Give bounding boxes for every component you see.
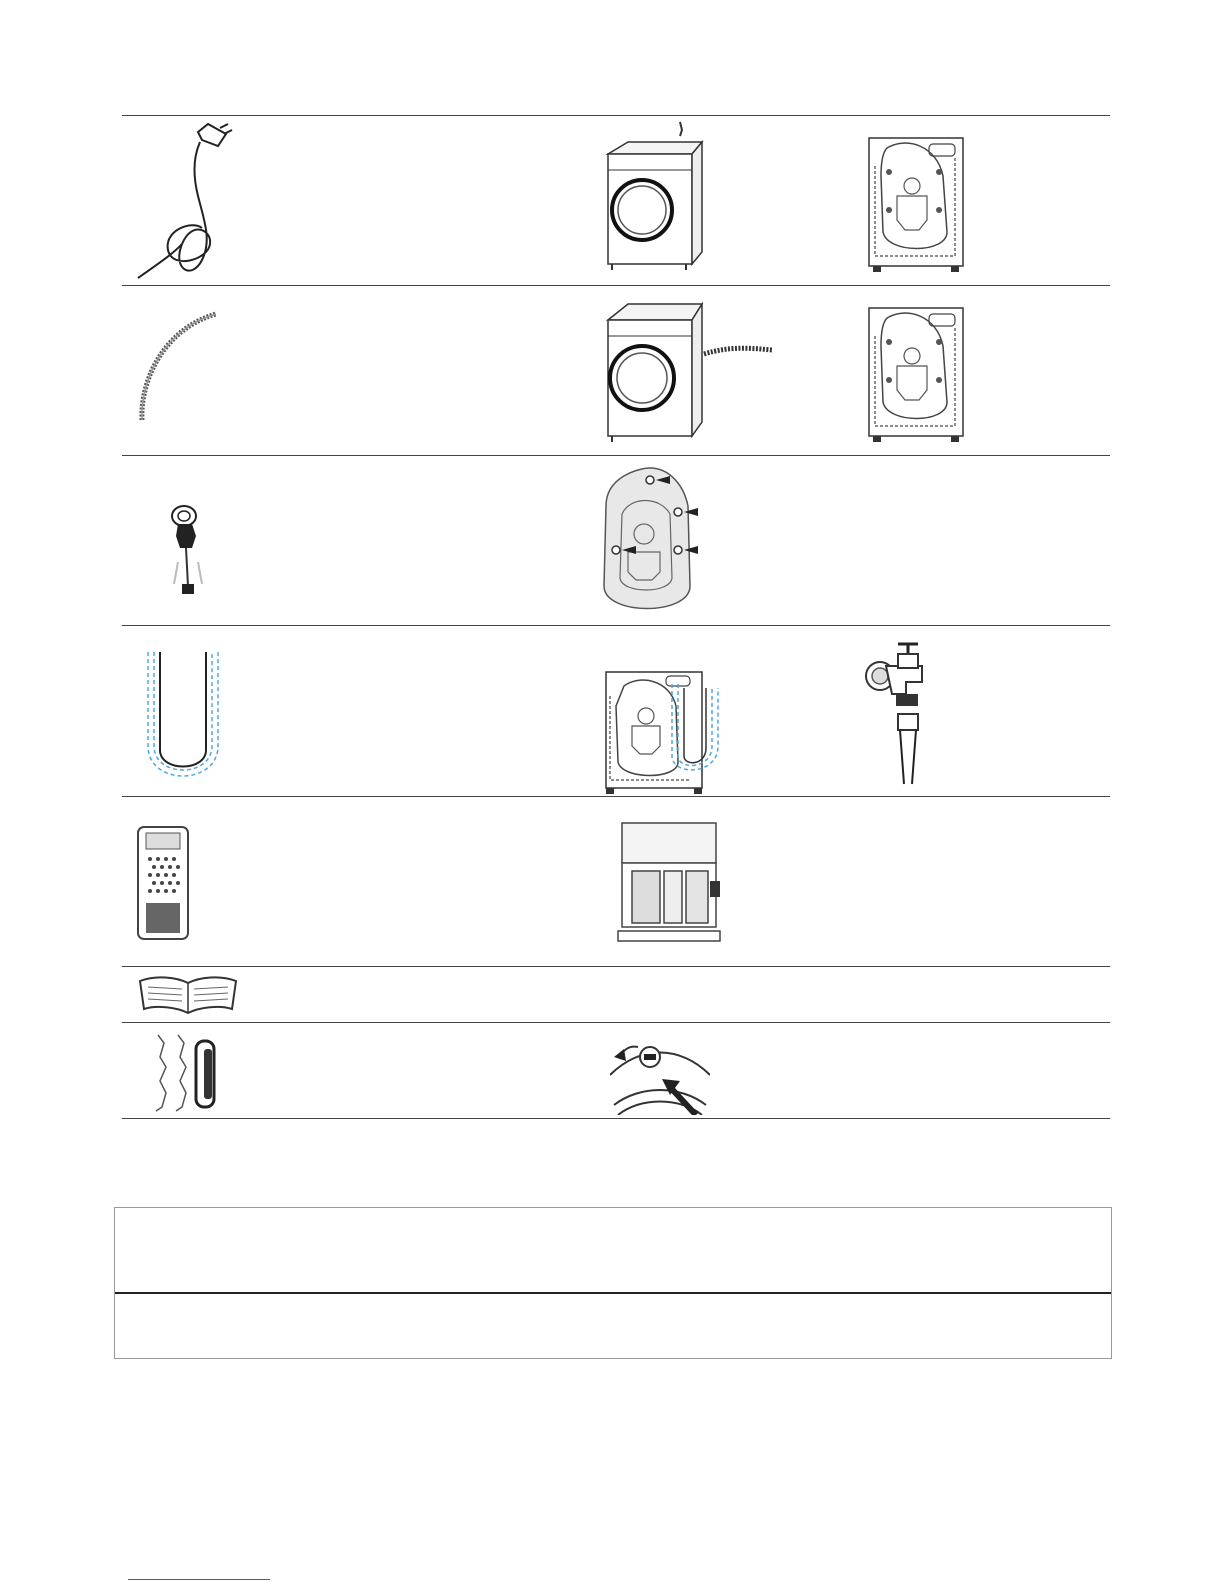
washer-back-icon bbox=[867, 306, 967, 444]
manual-book-icon bbox=[136, 973, 240, 1017]
washer-back-inlet-hose-icon bbox=[600, 666, 730, 796]
washer-front-icon bbox=[600, 120, 710, 270]
table-row bbox=[122, 115, 1110, 285]
transit-bolt-icon bbox=[168, 500, 218, 600]
washer-with-drain-hose-icon bbox=[600, 298, 780, 443]
table-row bbox=[122, 455, 1110, 625]
power-cord-icon bbox=[132, 120, 242, 280]
table-row bbox=[122, 966, 1110, 1022]
accessories-table bbox=[122, 115, 1110, 1119]
note-box bbox=[114, 1207, 1112, 1359]
washer-back-icon bbox=[867, 136, 967, 274]
table-row bbox=[122, 285, 1110, 455]
detergent-drawer-icon bbox=[614, 821, 724, 947]
drain-hose-icon bbox=[136, 308, 226, 428]
hole-cover-caps-icon bbox=[148, 1031, 228, 1117]
table-row bbox=[122, 625, 1110, 796]
inlet-hose-icon bbox=[140, 646, 230, 786]
footer-link-underline[interactable] bbox=[128, 1579, 270, 1580]
table-row bbox=[122, 796, 1110, 966]
detergent-container-icon bbox=[134, 823, 194, 943]
divider bbox=[115, 1292, 1111, 1294]
back-panel-bolt-arrows-icon bbox=[600, 466, 710, 618]
door-hinge-cap-icon bbox=[610, 1035, 710, 1115]
tap-connector-icon bbox=[860, 640, 940, 786]
table-row bbox=[122, 1022, 1110, 1119]
